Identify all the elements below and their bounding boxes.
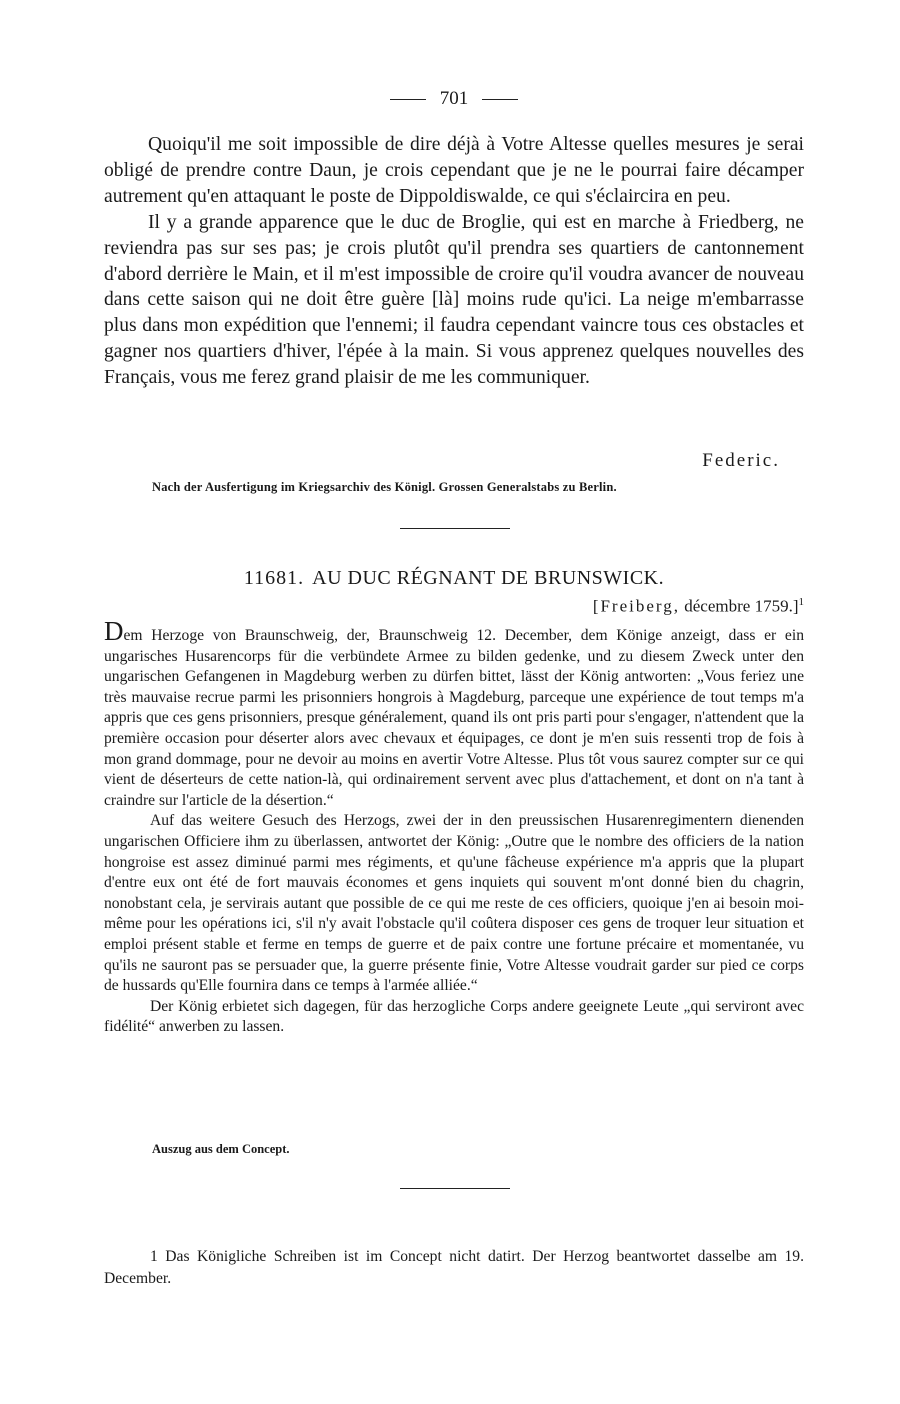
entry-source-note: Auszug aus dem Concept. xyxy=(152,1142,290,1156)
header-rule-right xyxy=(482,99,518,100)
entry-paragraph-text: em Herzoge von Braunschweig, der, Braunschweig 12. December, dem Könige anzeigt, dass er ein ungarisches Husarencorps für die verbündete Armee zu bilden gedenke, und zu diesem Zweck unter den ungarischen Gefangenen in Magdeburg werben zu dürfen bittet, lässt der König antworten: „Vous feriez une très mauvaise recrue parmi les prisonniers hongrois à Magdeburg, parceque une expérience de tout temps m'a appris que ces gens prisonniers, presque généralement, quand ils ont pris parti pour s'engager, n'attendent que la première occasion pour déserter alors avec chevaux et équipages, ce dont je m'en suis ressenti trop de fois à mon grand dommage, pour ne devoir au moins en avertir Votre Altesse. Plus tôt vous saurez compter sur ce qui vient de déserteurs de cette nation-là, qui ordinairement servent avec plus d'attachement, et dont on n'a tant à craindre sur l'article de la désertion.“ xyxy=(104,627,804,809)
letter-paragraph: Il y a grande apparence que le duc de Broglie, qui est en marche à Friedberg, ne reviendra pas sur ses pas; je crois plutôt qu'il prendra ses quartiers de cantonnement d'abord derrière le Main, et il m'est impossible de croire qu'il voudra avancer de nouveau dans cette saison qui ne doit être guère [là] moins rude qu'ici. La neige m'embarrasse plus dans mon expédition que l'ennemi; il faudra cependant vaincre tous ces obstacles et gagner nos quartiers d'hiver, l'épée à la main. Si vous apprenez quelques nouvelles des Français, vous me ferez grand plaisir de me les communiquer. xyxy=(104,211,804,389)
page-header xyxy=(104,88,804,110)
header-rule-left xyxy=(390,99,426,100)
dateline-date: décembre 1759.] xyxy=(684,596,799,616)
footnote: 1 Das Königliche Schreiben ist im Concept nicht datirt. Der Herzog beantwortet dasselbe am 19. December. xyxy=(104,1248,804,1287)
section-divider xyxy=(400,1188,510,1189)
entry-paragraph: Auf das weitere Gesuch des Herzogs, zwei der in den preussischen Husarenregimentern dienenden ungarischen Officiere ihm zu überlassen, antwortet der König: „Outre que le nombre des officiers de la nation hongroise est assez diminué parmi mes régiments, et qu'une fâcheuse expérience m'a appris que la plupart d'entre eux ont été de fort mauvais économes et gens inquiets qui souvent m'ont donné bien du chagrin, nonobstant cela, je servirais autant que possible de ce qui me reste de ces officiers, quoique j'en ai besoin moi-même pour les opérations ici, s'il n'y avait l'obstacle qu'il coûtera disposer ces gens de troquer leur situation et emploi présent stable et ferme en temps de guerre et de paix contre une fortune précaire et momentanée, vu qu'ils ne sauront pas se persuader que, la guerre présente finie, Votre Altesse voudrait garder sur pied ce corps de hussards qu'Elle fournira dans ce temps à l'armée alliée.“ xyxy=(104,812,804,995)
footnote-marker: 1 xyxy=(798,596,804,608)
dateline-place: [Freiberg, xyxy=(592,596,681,616)
entry-body xyxy=(104,616,804,1038)
entry-paragraph: Der König erbietet sich dagegen, für das herzogliche Corps andere geeignete Leute „qui serviront avec fidélité“ anwerben zu lassen. xyxy=(104,997,804,1036)
section-divider xyxy=(400,528,510,529)
entry-heading: AU DUC RÉGNANT DE BRUNSWICK. xyxy=(312,567,665,589)
letter-paragraph: Quoiqu'il me soit impossible de dire déjà à Votre Altesse quelles mesures je serai obligé de prendre contre Daun, je crois cependant que je ne le pourrai faire décamper autrement qu'en attaquant le poste de Dippoldiswalde, ce qui s'éclaircira en peu. xyxy=(104,134,804,207)
signature: Federic. xyxy=(702,450,780,471)
dateline xyxy=(593,596,804,617)
letter-source-note: Nach der Ausfertigung im Kriegsarchiv des Königl. Grossen Generalstabs zu Berlin. xyxy=(152,480,617,494)
entry-number: 11681. xyxy=(243,567,305,589)
letter-text xyxy=(104,132,804,391)
entry-paragraph xyxy=(104,616,804,811)
entry-title xyxy=(104,567,804,590)
dropcap: D xyxy=(104,616,124,646)
page-number: 701 xyxy=(439,88,469,109)
